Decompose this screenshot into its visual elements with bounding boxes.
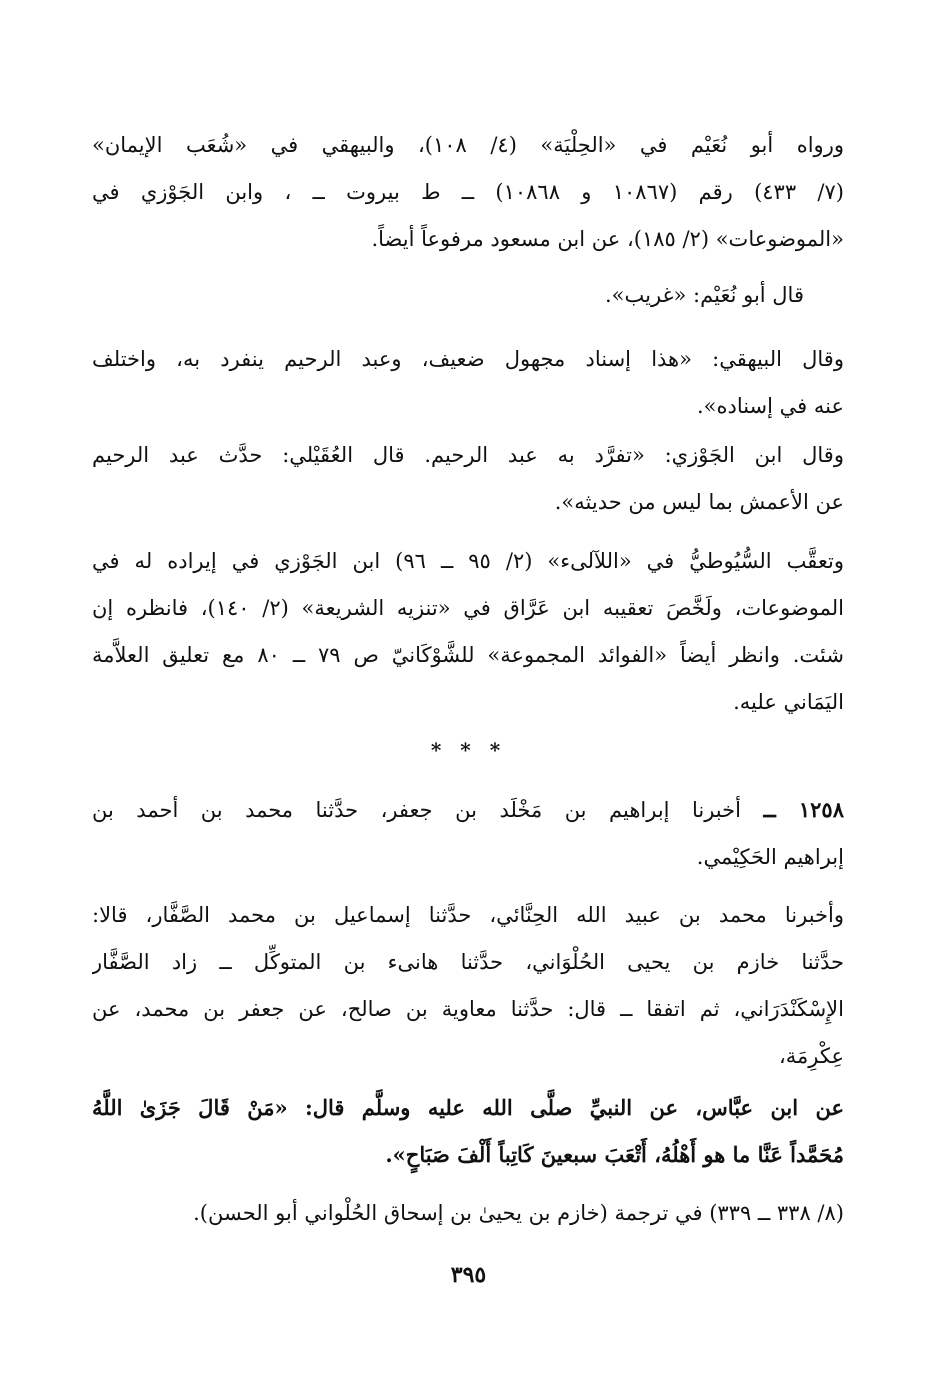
- text-line: عنه في إسناده».: [696, 394, 844, 418]
- text-line: اليَمَاني عليه.: [733, 690, 844, 714]
- footnote: [92, 1190, 844, 1237]
- text-line: عن ابن عبَّاس، عن النبيِّ صلَّى الله عليه وسلَّم قال: «مَنْ قَالَ جَزَىٰ اللَّهُ: [92, 1095, 844, 1120]
- paragraph-3: [92, 336, 844, 430]
- text-line: وقال البيهقي: «هذا إسناد مجهول ضعيف، وعبد الرحيم ينفرد به، واختلف: [92, 347, 844, 371]
- hadith-chain-2: [92, 892, 844, 1080]
- text-line: مُحَمَّداً عَنَّا ما هو أَهْلُهُ، أَتْعَبَ سبعينَ كَاتِباً أَلْفَ صَبَاحٍ».: [385, 1142, 844, 1167]
- text-line: قال أبو نُعَيْم: «غريب».: [604, 283, 804, 307]
- text-line: عِكْرِمَة،: [779, 1044, 844, 1068]
- text-line: الإِسْكَنْدَرَاني، ثم اتفقا ــ قال: حدَّثنا معاوية بن صالح، عن جعفر بن محمد، عن: [92, 997, 844, 1021]
- text-line: «الموضوعات» (٢/ ١٨٥)، عن ابن مسعود مرفوعاً أيضاً.: [371, 227, 844, 251]
- paragraph-1: [92, 122, 844, 263]
- page-number: ٣٩٥: [450, 1262, 487, 1288]
- paragraph-2: [92, 272, 844, 319]
- text-line: عن الأعمش بما ليس من حديثه».: [554, 490, 844, 514]
- text-line: الموضوعات، ولَخَّصَ تعقيبه ابن عَرَّاق في «تنزيه الشريعة» (٢/ ١٤٠)، فانظره إن: [92, 596, 844, 620]
- hadith-number: ١٢٥٨ ــ: [763, 797, 844, 822]
- paragraph-4: [92, 432, 844, 526]
- text-line: وتعقَّب السُّيُوطيُّ في «اللآلىء» (٢/ ٩٥ ــ ٩٦) ابن الجَوْزي في إيراده له في: [92, 549, 844, 573]
- text-line: إبراهيم الحَكِيْمي.: [696, 845, 844, 869]
- text-line: ورواه أبو نُعَيْم في «الحِلْيَة» (٤/ ١٠٨)، والبيهقي في «شُعَب الإيمان»: [92, 133, 844, 157]
- hadith-chain-1: [92, 786, 844, 881]
- hadith-text: [92, 1084, 844, 1178]
- text-line: [92, 786, 844, 834]
- section-separator: * * *: [430, 738, 507, 762]
- text-line: (٨/ ٣٣٨ ــ ٣٣٩) في ترجمة (خازم بن يحيىٰ بن إسحاق الحُلْواني أبو الحسن).: [193, 1201, 844, 1225]
- text-line: (٧/ ٤٣٣) رقم (١٠٨٦٧ و ١٠٨٦٨) ــ ط بيروت ــ ، وابن الجَوْزي في: [92, 180, 844, 204]
- text-line-content: أخبرنا إبراهيم بن مَخْلَد بن جعفر، حدَّثنا محمد بن أحمد بن: [92, 798, 741, 822]
- text-line: شئت. وانظر أيضاً «الفوائد المجموعة» للشَّوْكَانيّ ص ٧٩ ــ ٨٠ مع تعليق العلاَّمة: [92, 643, 844, 667]
- paragraph-5: [92, 538, 844, 726]
- text-line: حدَّثنا خازم بن يحيى الحُلْوَاني، حدَّثنا هانىء بن المتوكِّل ــ زاد الصَّفَّار: [92, 950, 844, 974]
- text-line: وأخبرنا محمد بن عبيد الله الحِنَّائي، حدَّثنا إسماعيل بن محمد الصَّفَّار، قالا:: [92, 903, 844, 927]
- text-line: وقال ابن الجَوْزي: «تفرَّد به عبد الرحيم. قال العُقَيْلي: حدَّث عبد الرحيم: [92, 443, 844, 467]
